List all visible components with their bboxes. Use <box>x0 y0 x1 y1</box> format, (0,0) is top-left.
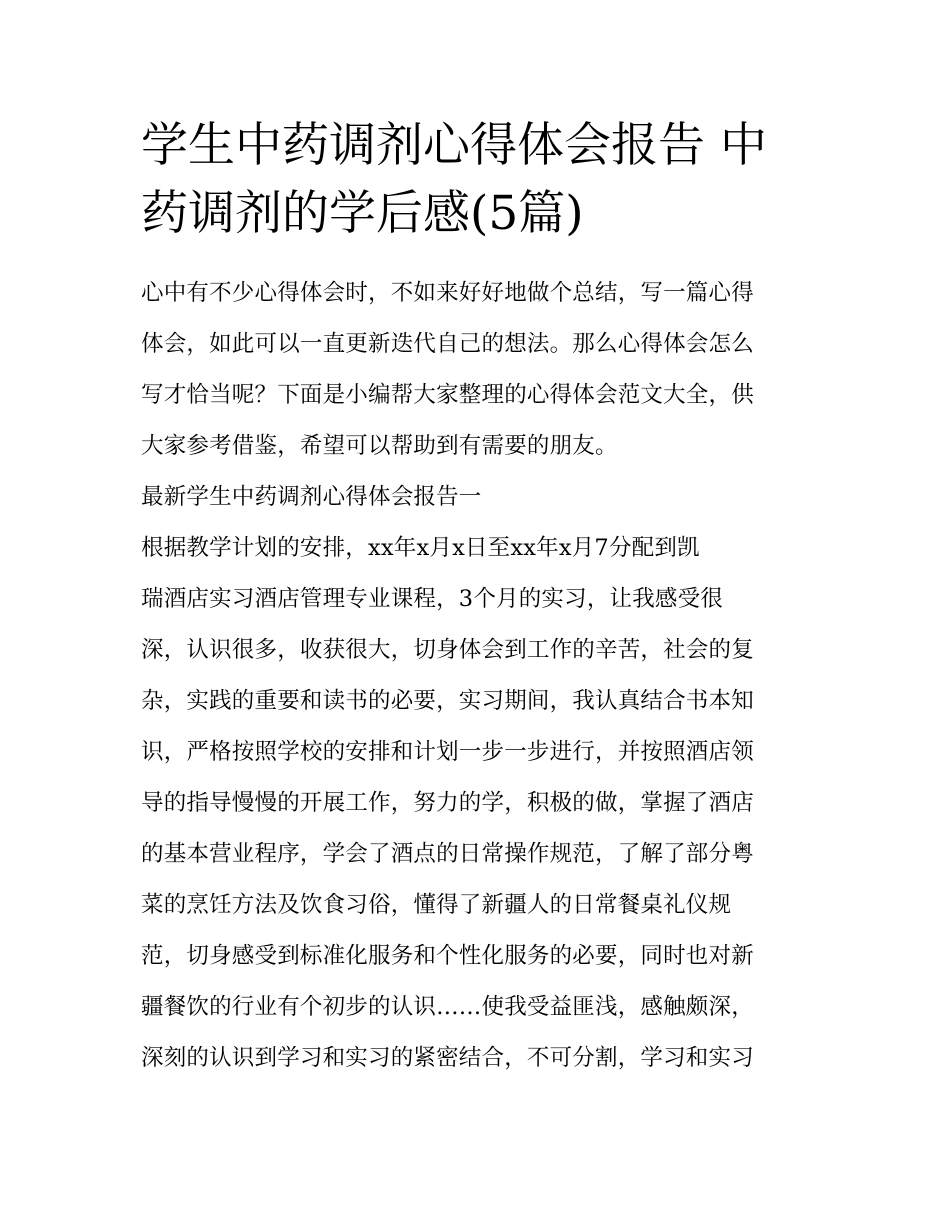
section-heading <box>141 472 813 523</box>
text-line: 体会，如此可以一直更新迭代自己的想法。那么心得体会怎么 <box>141 331 754 357</box>
text-line: 心中有不少心得体会时，不如来好好地做个总结，写一篇心得 <box>141 280 754 306</box>
title-line: 药调剂的学后感(5篇) <box>141 186 584 241</box>
text-line: 写才恰当呢？下面是小编帮大家整理的心得体会范文大全，供 <box>141 382 754 408</box>
document-title <box>141 112 813 248</box>
body-paragraph <box>141 523 813 1084</box>
text-line: 疆餐饮的行业有个初步的认识……使我受益匪浅，感触颇深， <box>141 994 754 1020</box>
text-line: 杂，实践的重要和读书的必要，实习期间，我认真结合书本知 <box>141 688 754 714</box>
text-line: 的基本营业程序，学会了酒点的日常操作规范，了解了部分粤 <box>141 841 754 867</box>
text-line: 深刻的认识到学习和实习的紧密结合，不可分割，学习和实习 <box>141 1045 754 1071</box>
text-line: 最新学生中药调剂心得体会报告一 <box>141 484 482 510</box>
text-line: 大家参考借鉴，希望可以帮助到有需要的朋友。 <box>141 433 618 459</box>
text-line: 导的指导慢慢的开展工作，努力的学，积极的做，掌握了酒店 <box>141 790 754 816</box>
text-line: 范，切身感受到标准化服务和个性化服务的必要，同时也对新 <box>141 943 754 969</box>
text-line: 菜的烹饪方法及饮食习俗，懂得了新疆人的日常餐桌礼仪规 <box>141 892 732 918</box>
title-line: 学生中药调剂心得体会报告 中 <box>141 118 767 173</box>
text-line: 识，严格按照学校的安排和计划一步一步进行，并按照酒店领 <box>141 739 754 765</box>
intro-paragraph <box>141 268 813 472</box>
text-line: 根据教学计划的安排，xx年x月x日至xx年x月7分配到凯 <box>141 535 700 561</box>
document-page <box>141 112 813 1084</box>
text-line: 深，认识很多，收获很大，切身体会到工作的辛苦，社会的复 <box>141 637 754 663</box>
text-line: 瑞酒店实习酒店管理专业课程，3个月的实习，让我感受很 <box>141 586 724 612</box>
